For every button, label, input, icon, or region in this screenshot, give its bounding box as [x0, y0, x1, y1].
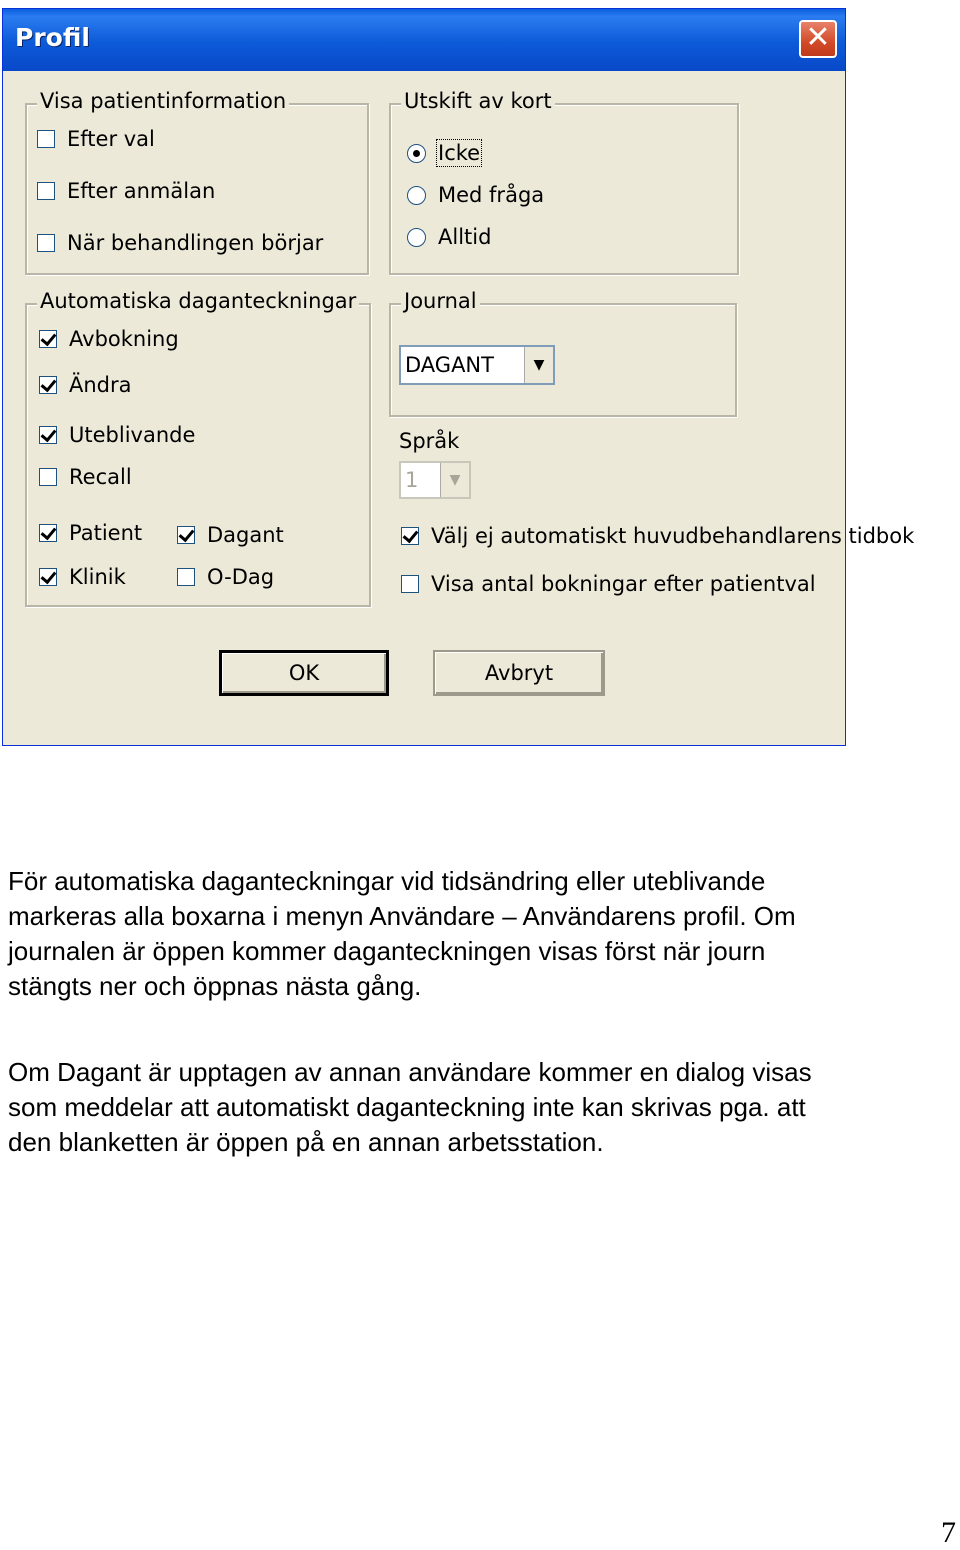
- checkbox-label: Uteblivande: [69, 423, 196, 447]
- paragraph-2: Om Dagant är upptagen av annan användare kommer en dialog visas som meddelar att automatiskt daganteckning inte kan skrivas pga. att den blanketten är öppen på en annan arbetsstation.: [8, 1057, 812, 1157]
- checkbox-nar-behandlingen-borjar[interactable]: [37, 231, 323, 255]
- checkbox-recall[interactable]: [39, 465, 132, 489]
- checkbox-visa-antal-bokningar[interactable]: [401, 572, 816, 596]
- journal-dropdown-value: DAGANT: [405, 353, 494, 377]
- checkbox-box[interactable]: [401, 575, 419, 593]
- journal-dropdown[interactable]: [399, 345, 555, 385]
- checkbox-box[interactable]: [37, 234, 55, 252]
- checkbox-uteblivande[interactable]: [39, 423, 195, 447]
- checkbox-patient[interactable]: [39, 521, 142, 545]
- checkbox-box[interactable]: [39, 330, 57, 348]
- page-number: 7: [941, 1516, 956, 1549]
- checkbox-efter-anmalan[interactable]: [37, 179, 215, 203]
- group-legend: Journal: [401, 289, 480, 313]
- title-bar[interactable]: [3, 9, 845, 71]
- checkbox-box[interactable]: [401, 527, 419, 545]
- chevron-down-icon[interactable]: ▼: [440, 463, 469, 497]
- radio-label: Alltid: [438, 225, 492, 249]
- chevron-down-icon[interactable]: ▼: [524, 347, 553, 383]
- checkbox-label: Efter anmälan: [67, 179, 216, 203]
- checkbox-label: När behandlingen börjar: [67, 231, 324, 255]
- radio-alltid[interactable]: [407, 225, 491, 249]
- checkbox-valj-ej-automatiskt[interactable]: [401, 524, 914, 548]
- checkbox-box[interactable]: [39, 376, 57, 394]
- dialog-title: Profil: [15, 23, 90, 52]
- group-legend: Utskift av kort: [401, 89, 555, 113]
- ok-button[interactable]: OK: [219, 650, 389, 696]
- checkbox-box[interactable]: [39, 468, 57, 486]
- checkbox-label: Välj ej automatiskt huvudbehandlarens tidbok: [431, 524, 915, 548]
- sprak-label: Språk: [399, 429, 460, 453]
- checkbox-label: Dagant: [207, 523, 284, 547]
- checkbox-andra[interactable]: [39, 373, 132, 397]
- checkbox-avbokning[interactable]: [39, 327, 179, 351]
- sprak-dropdown[interactable]: [399, 461, 471, 499]
- close-icon[interactable]: ✕: [799, 20, 837, 58]
- checkbox-box[interactable]: [39, 426, 57, 444]
- radio-icke[interactable]: [407, 141, 480, 165]
- radio-med-fraga[interactable]: [407, 183, 544, 207]
- checkbox-label: Recall: [69, 465, 132, 489]
- group-legend: Visa patientinformation: [37, 89, 289, 113]
- radio-button[interactable]: [407, 144, 426, 163]
- cancel-button[interactable]: Avbryt: [433, 650, 605, 696]
- checkbox-box[interactable]: [177, 568, 195, 586]
- radio-button[interactable]: [407, 186, 426, 205]
- checkbox-label: Efter val: [67, 127, 155, 151]
- checkbox-label: Patient: [69, 521, 143, 545]
- checkbox-efter-val[interactable]: [37, 127, 155, 151]
- radio-label: Med fråga: [438, 183, 545, 207]
- checkbox-box[interactable]: [37, 130, 55, 148]
- checkbox-dagant[interactable]: [177, 523, 284, 547]
- checkbox-label: Avbokning: [69, 327, 179, 351]
- radio-label: Icke: [438, 141, 481, 165]
- profil-dialog: [2, 8, 915, 746]
- group-legend: Automatiska daganteckningar: [37, 289, 359, 313]
- radio-button[interactable]: [407, 228, 426, 247]
- checkbox-box[interactable]: [39, 524, 57, 542]
- checkbox-label: Visa antal bokningar efter patientval: [431, 572, 816, 596]
- paragraph-1: För automatiska daganteckningar vid tidsändring eller uteblivande markeras alla boxarna i menyn Användare – Användarens profil. Om journalen är öppen kommer daganteckningen visas först när journ stängts ner och öppnas nästa gång.: [8, 866, 796, 1001]
- checkbox-box[interactable]: [37, 182, 55, 200]
- checkbox-box[interactable]: [177, 526, 195, 544]
- checkbox-box[interactable]: [39, 568, 57, 586]
- checkbox-label: O-Dag: [207, 565, 275, 589]
- checkbox-label: Ändra: [69, 373, 132, 397]
- sprak-dropdown-value: 1: [405, 468, 419, 492]
- checkbox-label: Klinik: [69, 565, 126, 589]
- checkbox-klinik[interactable]: [39, 565, 126, 589]
- checkbox-o-dag[interactable]: [177, 565, 274, 589]
